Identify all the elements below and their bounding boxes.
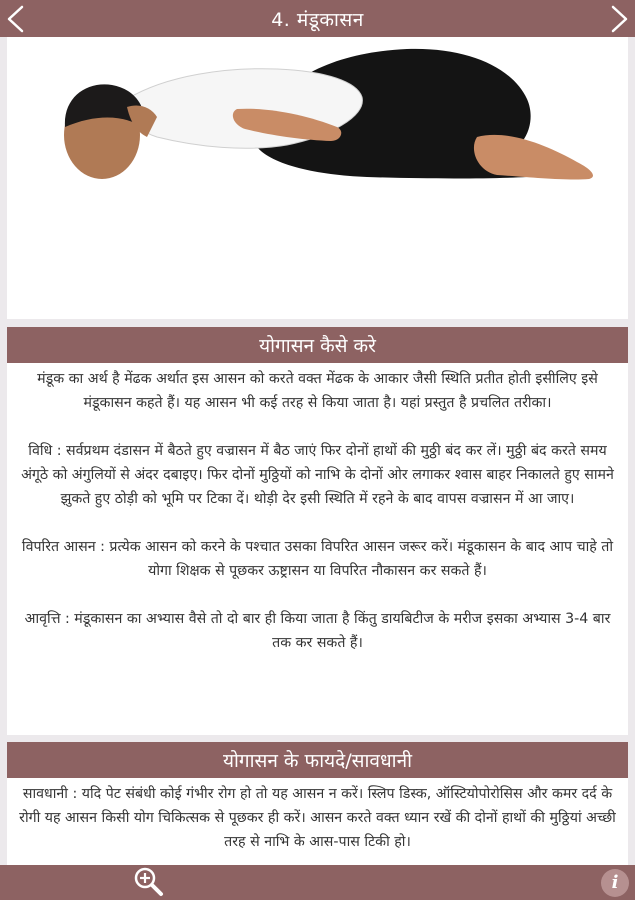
zoom-in-icon <box>132 866 164 898</box>
pose-image-panel <box>7 37 628 319</box>
next-button[interactable] <box>605 0 635 37</box>
paragraph-intro: मंडूक का अर्थ है मेंढक अर्थात इस आसन को करते वक्त मेंढक के आकार जैसी स्थिति प्रतीत होती इसीलिए इसे मंडूकासन कहते हैं। यह आसन भी कई तरह से किया जाता है। यहां प्रस्तुत है प्रचलित तरीका। <box>37 371 598 411</box>
section-title: योगासन के फायदे/सावधानी <box>222 750 413 772</box>
paragraph-method: विधि : सर्वप्रथम दंडासन में बैठते हुए वज्रासन में बैठ जाएं फिर दोनों हाथों की मुठ्ठी बंद कर लें। मुठ्ठी बंद करते समय अंगूठे को अंगुलियों से अंदर दबाइए। फिर दोनों मुठ्ठियों को नाभि के दोनों ओर लगाकर श्वास बाहर निकालते हुए सामने झुकते हुए ठोड़ी को भूमि पर टिका दें। थोड़ी देर इसी स्थिति में रहने के बाद वापस वज्रासन में आ जाए। <box>21 443 614 507</box>
section-header-how-to <box>7 327 628 363</box>
title-bar <box>0 0 635 37</box>
section-header-benefits <box>7 742 628 778</box>
info-icon: i <box>611 872 619 893</box>
chevron-right-icon <box>609 4 631 34</box>
info-button[interactable] <box>601 869 629 897</box>
prev-button[interactable] <box>0 0 30 37</box>
mandukasana-pose-illustration <box>7 37 628 319</box>
bottom-toolbar <box>0 865 635 900</box>
chevron-left-icon <box>4 4 26 34</box>
section-title: योगासन कैसे करे <box>259 335 376 357</box>
paragraph-frequency: आवृत्ति : मंडूकासन का अभ्यास वैसे तो दो बार ही किया जाता है किंतु डायबिटीज के मरीज इसका अभ्यास 3-4 बार तक कर सकते हैं। <box>24 611 611 651</box>
section-body-benefits <box>7 778 628 865</box>
zoom-button[interactable] <box>132 866 164 898</box>
section-body-how-to <box>7 363 628 735</box>
paragraph-caution: सावधानी : यदि पेट संबंधी कोई गंभीर रोग हो तो यह आसन न करें। स्लिप डिस्क, ऑस्टियोपोरोसिस और कमर दर्द के रोगी यह आसन किसी योग चिकित्सक से पूछकर ही करें। आसन करते वक्त ध्यान रखें की दोनों हाथों की मुठ्ठियां अच्छी तरह से नाभि के आस-पास टिकी हो। <box>19 786 616 850</box>
paragraph-counter-pose: विपरित आसन : प्रत्येक आसन को करने के पश्चात उसका विपरित आसन जरूर करें। मंडूकासन के बाद आप चाहे तो योगा शिक्षक से पूछकर ऊष्ट्रासन या विपरित नौकासन कर सकते हैं। <box>21 539 614 579</box>
page-title: 4. मंडूकासन <box>271 8 364 31</box>
